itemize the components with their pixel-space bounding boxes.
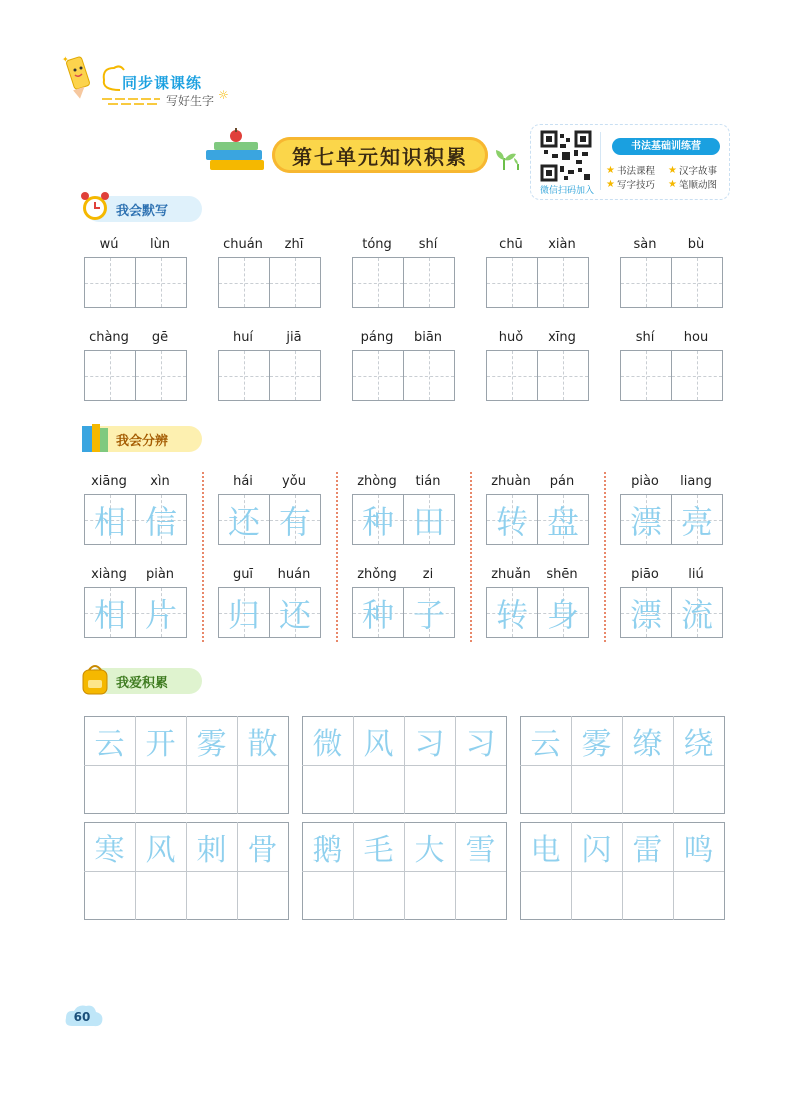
trace-character: 云: [530, 726, 561, 762]
writing-cell[interactable]: [537, 350, 589, 401]
idiom-trace-cell[interactable]: [237, 822, 288, 871]
svg-text:✦: ✦: [62, 55, 69, 64]
writing-cell[interactable]: [403, 257, 455, 308]
pinyin-label: hou: [683, 330, 709, 345]
pinyin-label: gē: [151, 330, 169, 345]
trace-character: 闪: [581, 832, 612, 868]
trace-character: 片: [144, 595, 177, 634]
idiom-writing-cell[interactable]: [302, 765, 353, 814]
pinyin-label: páng: [360, 330, 394, 345]
camp-item: ★ 书法课程: [606, 164, 655, 177]
trace-character: 信: [144, 502, 177, 541]
pinyin-label: shí: [418, 237, 438, 252]
idiom-trace-cell[interactable]: [455, 716, 506, 765]
pinyin-label: zhòng: [357, 474, 397, 489]
section-header-accumulate: 我爱积累: [86, 668, 202, 694]
idiom-writing-cell[interactable]: [673, 871, 724, 920]
backpack-icon: [80, 662, 110, 696]
trace-character: 鹅: [312, 832, 343, 868]
trace-character: 习: [414, 726, 445, 762]
trace-character: 田: [412, 502, 445, 541]
section-header-dictation: 我会默写: [86, 196, 202, 222]
idiom-writing-cell[interactable]: [186, 765, 237, 814]
trace-character: 漂: [629, 595, 662, 634]
trace-character: 相: [93, 595, 126, 634]
idiom-trace-cell[interactable]: [302, 716, 353, 765]
trace-character: 电: [530, 832, 561, 868]
trace-character: 雾: [196, 726, 227, 762]
pinyin-label: huán: [277, 567, 311, 582]
idiom-writing-cell[interactable]: [455, 765, 506, 814]
pinyin-label: wú: [99, 237, 119, 252]
writing-cell[interactable]: [671, 350, 723, 401]
trace-character: 转: [495, 502, 528, 541]
camp-title: 书法基础训练营: [612, 138, 720, 155]
writing-cell[interactable]: [486, 587, 538, 638]
trace-character: 开: [145, 726, 176, 762]
camp-item: ★ 写字技巧: [606, 178, 655, 191]
trace-character: 缭: [632, 726, 663, 762]
writing-cell[interactable]: [218, 350, 270, 401]
dotted-separator: [202, 472, 204, 642]
trace-character: 雷: [632, 832, 663, 868]
idiom-trace-cell[interactable]: [571, 716, 622, 765]
idiom-trace-cell[interactable]: [404, 822, 455, 871]
pinyin-label: zi: [422, 567, 434, 582]
writing-cell[interactable]: [486, 494, 538, 545]
star-icon: ★: [668, 178, 677, 190]
pinyin-label: sàn: [633, 237, 657, 252]
writing-cell[interactable]: [537, 494, 589, 545]
trace-character: 散: [247, 726, 278, 762]
pinyin-label: huí: [232, 330, 254, 345]
pinyin-label: xīng: [548, 330, 576, 345]
trace-character: 转: [495, 595, 528, 634]
writing-cell[interactable]: [269, 257, 321, 308]
idiom-trace-cell[interactable]: [520, 716, 571, 765]
alarm-clock-icon: [80, 190, 110, 224]
writing-cell[interactable]: [84, 587, 136, 638]
books-apple-icon: [204, 128, 266, 172]
idiom-writing-cell[interactable]: [571, 871, 622, 920]
trace-character: 大: [414, 832, 445, 868]
pinyin-label: bù: [687, 237, 705, 252]
idiom-trace-cell[interactable]: [404, 716, 455, 765]
idiom-writing-cell[interactable]: [404, 871, 455, 920]
pinyin-label: shí: [635, 330, 655, 345]
trace-character: 还: [227, 502, 260, 541]
trace-character: 身: [546, 595, 579, 634]
pencil-mascot-icon: [60, 52, 100, 100]
idiom-trace-cell[interactable]: [673, 822, 724, 871]
idiom-trace-cell[interactable]: [520, 822, 571, 871]
trace-character: 归: [227, 595, 260, 634]
idiom-writing-cell[interactable]: [186, 871, 237, 920]
writing-cell[interactable]: [352, 494, 404, 545]
trace-character: 雾: [581, 726, 612, 762]
trace-character: 亮: [680, 502, 713, 541]
idiom-trace-cell[interactable]: [237, 716, 288, 765]
pinyin-label: shēn: [546, 567, 578, 582]
trace-character: 风: [363, 726, 394, 762]
idiom-trace-cell[interactable]: [673, 716, 724, 765]
writing-cell[interactable]: [620, 587, 672, 638]
star-icon: ★: [668, 164, 677, 176]
pinyin-label: piāo: [631, 567, 659, 582]
pinyin-label: zhī: [284, 237, 304, 252]
trace-character: 云: [94, 726, 125, 762]
trace-character: 还: [278, 595, 311, 634]
pinyin-label: chuán: [223, 237, 263, 252]
idiom-writing-cell[interactable]: [353, 871, 404, 920]
writing-cell[interactable]: [352, 350, 404, 401]
pinyin-label: xiàng: [91, 567, 127, 582]
decorative-lines: [102, 96, 162, 106]
camp-item: ★ 笔顺动图: [668, 178, 717, 191]
writing-cell[interactable]: [620, 350, 672, 401]
idiom-writing-cell[interactable]: [622, 871, 673, 920]
writing-cell[interactable]: [135, 257, 187, 308]
sun-icon: ☼: [218, 88, 229, 102]
idiom-writing-cell[interactable]: [520, 871, 571, 920]
trace-character: 种: [361, 595, 394, 634]
writing-cell[interactable]: [486, 350, 538, 401]
brand-title: 同步课课练: [122, 74, 203, 92]
pinyin-label: piào: [631, 474, 659, 489]
pinyin-label: guī: [232, 567, 254, 582]
idiom-writing-cell[interactable]: [84, 765, 135, 814]
pinyin-label: biān: [413, 330, 443, 345]
pinyin-label: chàng: [89, 330, 129, 345]
idiom-trace-cell[interactable]: [135, 822, 186, 871]
idiom-trace-cell[interactable]: [135, 716, 186, 765]
trace-character: 寒: [94, 832, 125, 868]
trace-character: 风: [145, 832, 176, 868]
pinyin-label: xìn: [150, 474, 170, 489]
pinyin-label: zhuàn: [491, 474, 531, 489]
trace-character: 骨: [247, 832, 278, 868]
writing-cell[interactable]: [352, 257, 404, 308]
section-header-distinguish: 我会分辨: [86, 426, 202, 452]
trace-character: 种: [361, 502, 394, 541]
writing-cell[interactable]: [218, 587, 270, 638]
trace-character: 流: [680, 595, 713, 634]
writing-cell[interactable]: [135, 587, 187, 638]
pinyin-label: huǒ: [498, 330, 524, 345]
idiom-writing-cell[interactable]: [404, 765, 455, 814]
trace-character: 鸣: [683, 832, 714, 868]
pinyin-label: zhuǎn: [491, 567, 531, 582]
idiom-trace-cell[interactable]: [302, 822, 353, 871]
trace-character: 绕: [683, 726, 714, 762]
page-number: 60: [73, 1010, 91, 1024]
idiom-writing-cell[interactable]: [237, 871, 288, 920]
writing-cell[interactable]: [486, 257, 538, 308]
idiom-writing-cell[interactable]: [353, 765, 404, 814]
trace-character: 微: [312, 726, 343, 762]
pinyin-label: lùn: [149, 237, 171, 252]
writing-cell[interactable]: [84, 494, 136, 545]
writing-cell[interactable]: [671, 587, 723, 638]
sprout-icon: [494, 146, 524, 172]
writing-cell[interactable]: [269, 494, 321, 545]
trace-character: 相: [93, 502, 126, 541]
camp-item: ★ 汉字故事: [668, 164, 717, 177]
pinyin-label: xiāng: [91, 474, 127, 489]
writing-cell[interactable]: [403, 350, 455, 401]
trace-character: 盘: [546, 502, 579, 541]
writing-cell[interactable]: [403, 494, 455, 545]
trace-character: 漂: [629, 502, 662, 541]
writing-cell[interactable]: [269, 587, 321, 638]
pinyin-label: yǒu: [282, 474, 306, 489]
idiom-writing-cell[interactable]: [571, 765, 622, 814]
pinyin-label: zhǒng: [357, 567, 397, 582]
pinyin-label: liang: [680, 474, 712, 489]
pinyin-label: chū: [499, 237, 523, 252]
dotted-separator: [470, 472, 472, 642]
idiom-trace-cell[interactable]: [353, 716, 404, 765]
writing-cell[interactable]: [352, 587, 404, 638]
writing-cell[interactable]: [135, 350, 187, 401]
trace-character: 刺: [196, 832, 227, 868]
pinyin-label: jiā: [286, 330, 302, 345]
writing-cell[interactable]: [620, 257, 672, 308]
writing-cell[interactable]: [84, 350, 136, 401]
writing-cell[interactable]: [135, 494, 187, 545]
idiom-trace-cell[interactable]: [84, 716, 135, 765]
idiom-trace-cell[interactable]: [186, 716, 237, 765]
pinyin-label: tóng: [362, 237, 392, 252]
idiom-trace-cell[interactable]: [622, 716, 673, 765]
qr-caption: 微信扫码加入: [539, 186, 594, 196]
idiom-writing-cell[interactable]: [622, 765, 673, 814]
writing-cell[interactable]: [218, 494, 270, 545]
pinyin-label: hái: [233, 474, 253, 489]
writing-cell[interactable]: [269, 350, 321, 401]
idiom-trace-cell[interactable]: [186, 822, 237, 871]
dotted-separator: [336, 472, 338, 642]
idiom-trace-cell[interactable]: [455, 822, 506, 871]
idiom-writing-cell[interactable]: [135, 871, 186, 920]
star-icon: ★: [606, 178, 615, 190]
trace-character: 子: [412, 595, 445, 634]
writing-cell[interactable]: [218, 257, 270, 308]
pinyin-label: xiàn: [548, 237, 576, 252]
idiom-writing-cell[interactable]: [302, 871, 353, 920]
star-icon: ★: [606, 164, 615, 176]
idiom-trace-cell[interactable]: [622, 822, 673, 871]
pinyin-label: tián: [415, 474, 441, 489]
idiom-trace-cell[interactable]: [571, 822, 622, 871]
trace-character: 有: [278, 502, 311, 541]
idiom-writing-cell[interactable]: [455, 871, 506, 920]
pinyin-label: piàn: [145, 567, 175, 582]
writing-cell[interactable]: [403, 587, 455, 638]
writing-cell[interactable]: [537, 587, 589, 638]
idiom-trace-cell[interactable]: [353, 822, 404, 871]
writing-cell[interactable]: [671, 494, 723, 545]
qr-divider: [600, 132, 601, 190]
trace-character: 习: [465, 726, 496, 762]
writing-cell[interactable]: [620, 494, 672, 545]
idiom-writing-cell[interactable]: [135, 765, 186, 814]
pinyin-label: pán: [549, 474, 575, 489]
idiom-writing-cell[interactable]: [520, 765, 571, 814]
idiom-writing-cell[interactable]: [673, 765, 724, 814]
unit-title: 第七单元知识积累: [272, 137, 488, 173]
dotted-separator: [604, 472, 606, 642]
idiom-trace-cell[interactable]: [84, 822, 135, 871]
brand-subtitle: 写好生字: [166, 94, 215, 108]
writing-cell[interactable]: [671, 257, 723, 308]
writing-cell[interactable]: [537, 257, 589, 308]
idiom-writing-cell[interactable]: [84, 871, 135, 920]
qr-code-icon[interactable]: [540, 130, 592, 182]
pinyin-label: liú: [688, 567, 704, 582]
idiom-writing-cell[interactable]: [237, 765, 288, 814]
trace-character: 毛: [363, 832, 394, 868]
trace-character: 雪: [465, 832, 496, 868]
writing-cell[interactable]: [84, 257, 136, 308]
books-icon: [80, 420, 110, 454]
